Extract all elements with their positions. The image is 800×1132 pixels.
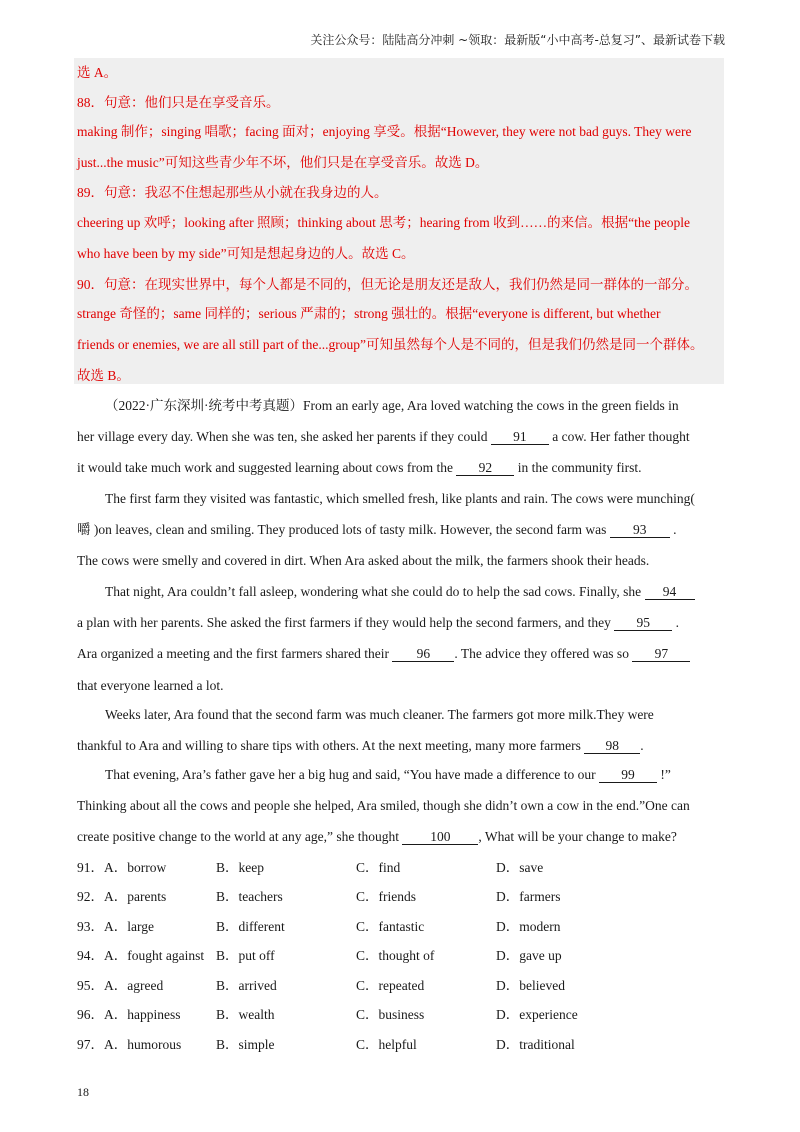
option-c[interactable]: C．find	[356, 860, 401, 875]
passage-line: her village every day. When she was ten, she asked her parents if they could 91 a cow. Her father thought	[77, 429, 690, 444]
option-b[interactable]: B．teachers	[216, 889, 283, 904]
option-c[interactable]: C．helpful	[356, 1037, 417, 1052]
page-header: 关注公众号：陆陆高分冲刺 ~领取：最新版“小中高考-总复习”、最新试卷下载	[310, 33, 725, 47]
option-d[interactable]: D．save	[496, 860, 544, 875]
answer-line: 90．句意：在现实世界中，每个人都是不同的，但无论是朋友还是敌人，我们仍然是同一群体的一部分。	[77, 277, 698, 292]
option-a[interactable]: A．agreed	[104, 978, 164, 993]
answer-line: cheering up 欢呼；looking after 照顾；thinking about 思考；hearing from 收到……的来信。根据“the people	[77, 215, 691, 230]
question-number: 92．	[77, 889, 104, 904]
passage-line: That night, Ara couldn’t fall asleep, wondering what she could do to help the sad cows. Finally, she 94	[105, 583, 695, 601]
passage-line: Ara organized a meeting and the first farmers shared their 96 . The advice they offered was so 97	[77, 645, 690, 663]
option-c[interactable]: C．thought of	[356, 948, 435, 963]
passage-line: thankful to Ara and willing to share tips with others. At the next meeting, many more farmers 98 .	[77, 738, 644, 753]
option-a[interactable]: A．borrow	[104, 860, 167, 875]
blank-99[interactable]: 99	[599, 767, 657, 783]
answer-line: friends or enemies, we are all still part of the...group”可知虽然每个人是不同的，但是我们仍然是同一个群体。	[77, 337, 704, 352]
option-b[interactable]: B．arrived	[216, 978, 277, 993]
passage-line: The cows were smelly and covered in dirt. When Ara asked about the milk, the farmers shook their heads.	[77, 553, 650, 568]
passage-line: it would take much work and suggested learning about cows from the 92 in the community first.	[77, 460, 642, 475]
answer-line: 89．句意：我忍不住想起那些从小就在我身边的人。	[77, 185, 388, 200]
blank-96[interactable]: 96	[392, 646, 454, 662]
blank-98[interactable]: 98	[584, 738, 640, 754]
passage-line: create positive change to the world at any age,” she thought 100 , What will be your change to make?	[77, 829, 677, 844]
option-a[interactable]: A．large	[104, 919, 154, 934]
option-d[interactable]: D．modern	[496, 919, 561, 934]
option-d[interactable]: D．farmers	[496, 889, 561, 904]
blank-100[interactable]: 100	[402, 829, 478, 845]
passage-line: Thinking about all the cows and people she helped, Ara smiled, though she didn’t own a cow in the end.”One can	[77, 798, 690, 813]
option-b[interactable]: B．simple	[216, 1037, 275, 1052]
answer-line: 选 A。	[77, 65, 118, 80]
option-b[interactable]: B．put off	[216, 948, 275, 963]
passage-line: that everyone learned a lot.	[77, 678, 224, 693]
blank-92[interactable]: 92	[456, 460, 514, 476]
option-c[interactable]: C．friends	[356, 889, 416, 904]
passage-line: a plan with her parents. She asked the first farmers if they would help the second farmers, and they 95 .	[77, 615, 679, 630]
option-c[interactable]: C．business	[356, 1007, 425, 1022]
option-b[interactable]: B．different	[216, 919, 285, 934]
passage-line: Weeks later, Ara found that the second farm was much cleaner. The farmers got more milk.They were	[105, 707, 654, 722]
option-b[interactable]: B．keep	[216, 860, 264, 875]
option-d[interactable]: D．experience	[496, 1007, 578, 1022]
question-number: 95．	[77, 978, 104, 993]
question-number: 97．	[77, 1037, 104, 1052]
answer-line: strange 奇怪的；same 同样的；serious 严肃的；strong 强壮的。根据“everyone is different, but whether	[77, 306, 661, 321]
option-a[interactable]: A．humorous	[104, 1037, 182, 1052]
option-b[interactable]: B．wealth	[216, 1007, 275, 1022]
answer-line: making 制作；singing 唱歌；facing 面对；enjoying 享受。根据“However, they were not bad guys. They were	[77, 124, 692, 139]
option-c[interactable]: C．fantastic	[356, 919, 425, 934]
blank-97[interactable]: 97	[632, 646, 690, 662]
passage-line: （2022·广东深圳·统考中考真题）From an early age, Ara loved watching the cows in the green fields in	[105, 398, 679, 413]
blank-95[interactable]: 95	[614, 615, 672, 631]
passage-line: 嚼 )on leaves, clean and smiling. They produced lots of tasty milk. However, the second farm was 93 .	[77, 522, 677, 537]
blank-93[interactable]: 93	[610, 522, 670, 538]
option-d[interactable]: D．believed	[496, 978, 565, 993]
answer-line: 88．句意：他们只是在享受音乐。	[77, 95, 280, 110]
answer-line: just...the music”可知这些青少年不坏，他们只是在享受音乐。故选 D。	[77, 155, 489, 170]
blank-91[interactable]: 91	[491, 429, 549, 445]
page-number: 18	[77, 1085, 89, 1099]
blank-94[interactable]: 94	[645, 584, 695, 600]
passage-line: The first farm they visited was fantastic, which smelled fresh, like plants and rain. The cows were munching(	[105, 491, 695, 506]
question-number: 91．	[77, 860, 104, 875]
option-c[interactable]: C．repeated	[356, 978, 425, 993]
passage-line: That evening, Ara’s father gave her a big hug and said, “You have made a difference to our 99 !”	[105, 767, 671, 782]
option-a[interactable]: A．parents	[104, 889, 167, 904]
option-a[interactable]: A．happiness	[104, 1007, 181, 1022]
option-a[interactable]: A．fought against	[104, 948, 205, 963]
answer-line: 故选 B。	[77, 368, 130, 383]
answer-line: who have been by my side”可知是想起身边的人。故选 C。	[77, 246, 415, 261]
option-d[interactable]: D．gave up	[496, 948, 562, 963]
question-number: 93．	[77, 919, 104, 934]
question-number: 96．	[77, 1007, 104, 1022]
question-number: 94．	[77, 948, 104, 963]
option-d[interactable]: D．traditional	[496, 1037, 575, 1052]
